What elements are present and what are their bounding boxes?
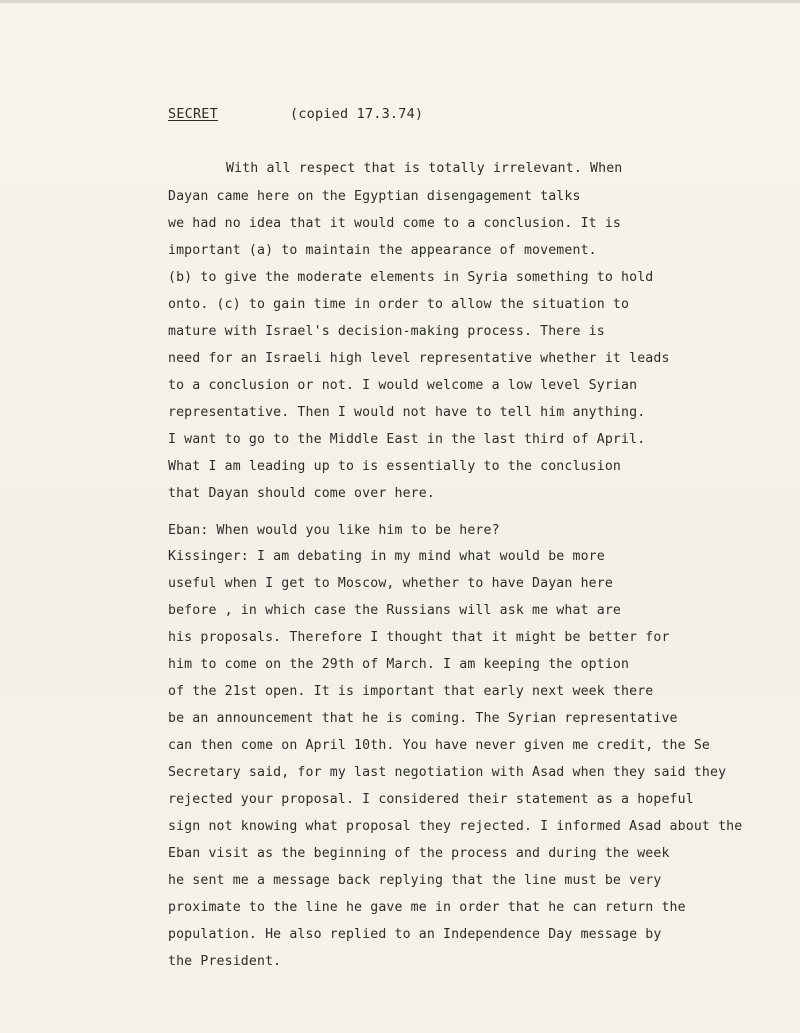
speaker-line-eban: Eban: When would you like him to be here? [168, 523, 500, 538]
text-line: before , in which case the Russians will ask me what are [168, 603, 622, 618]
text-line: Dayan came here on the Egyptian disengagement talks [168, 189, 581, 204]
text-line: I want to go to the Middle East in the last third of April. [168, 432, 646, 447]
text-line: sign not knowing what proposal they rejected. I informed Asad about the [168, 819, 743, 834]
text-line: onto. (c) to gain time in order to allow the situation to [168, 297, 630, 312]
text-line: can then come on April 10th. You have never given me credit, the Se [168, 738, 710, 753]
text-line: Eban visit as the beginning of the process and during the week [168, 846, 670, 861]
text-line: population. He also replied to an Independence Day message by [168, 927, 662, 942]
text-line: be an announcement that he is coming. The Syrian representative [168, 711, 678, 726]
text-line: his proposals. Therefore I thought that it might be better for [168, 630, 670, 645]
text-line: mature with Israel's decision-making process. There is [168, 324, 605, 339]
copied-date-note: (copied 17.3.74) [290, 106, 424, 122]
text-line: important (a) to maintain the appearance of movement. [168, 243, 597, 258]
text-line: we had no idea that it would come to a conclusion. It is [168, 216, 622, 231]
text-line: rejected your proposal. I considered their statement as a hopeful [168, 792, 694, 807]
text-line: With all respect that is totally irrelevant. When [226, 161, 623, 176]
text-line: the President. [168, 954, 282, 969]
speaker-line-kissinger: Kissinger: I am debating in my mind what would be more [168, 549, 605, 564]
text-line: he sent me a message back replying that the line must be very [168, 873, 662, 888]
classification-marking: SECRET [168, 106, 218, 122]
page-top-edge [0, 0, 800, 3]
document-header [168, 106, 424, 122]
text-line: to a conclusion or not. I would welcome a low level Syrian [168, 378, 638, 393]
text-line: that Dayan should come over here. [168, 486, 435, 501]
text-line: Secretary said, for my last negotiation with Asad when they said they [168, 765, 727, 780]
text-line: need for an Israeli high level representative whether it leads [168, 351, 670, 366]
text-line: of the 21st open. It is important that early next week there [168, 684, 654, 699]
text-line: representative. Then I would not have to tell him anything. [168, 405, 646, 420]
text-line: What I am leading up to is essentially to the conclusion [168, 459, 622, 474]
text-line: him to come on the 29th of March. I am keeping the option [168, 657, 630, 672]
text-line: (b) to give the moderate elements in Syria something to hold [168, 270, 654, 285]
text-line: useful when I get to Moscow, whether to have Dayan here [168, 576, 613, 591]
text-line: proximate to the line he gave me in order that he can return the [168, 900, 686, 915]
